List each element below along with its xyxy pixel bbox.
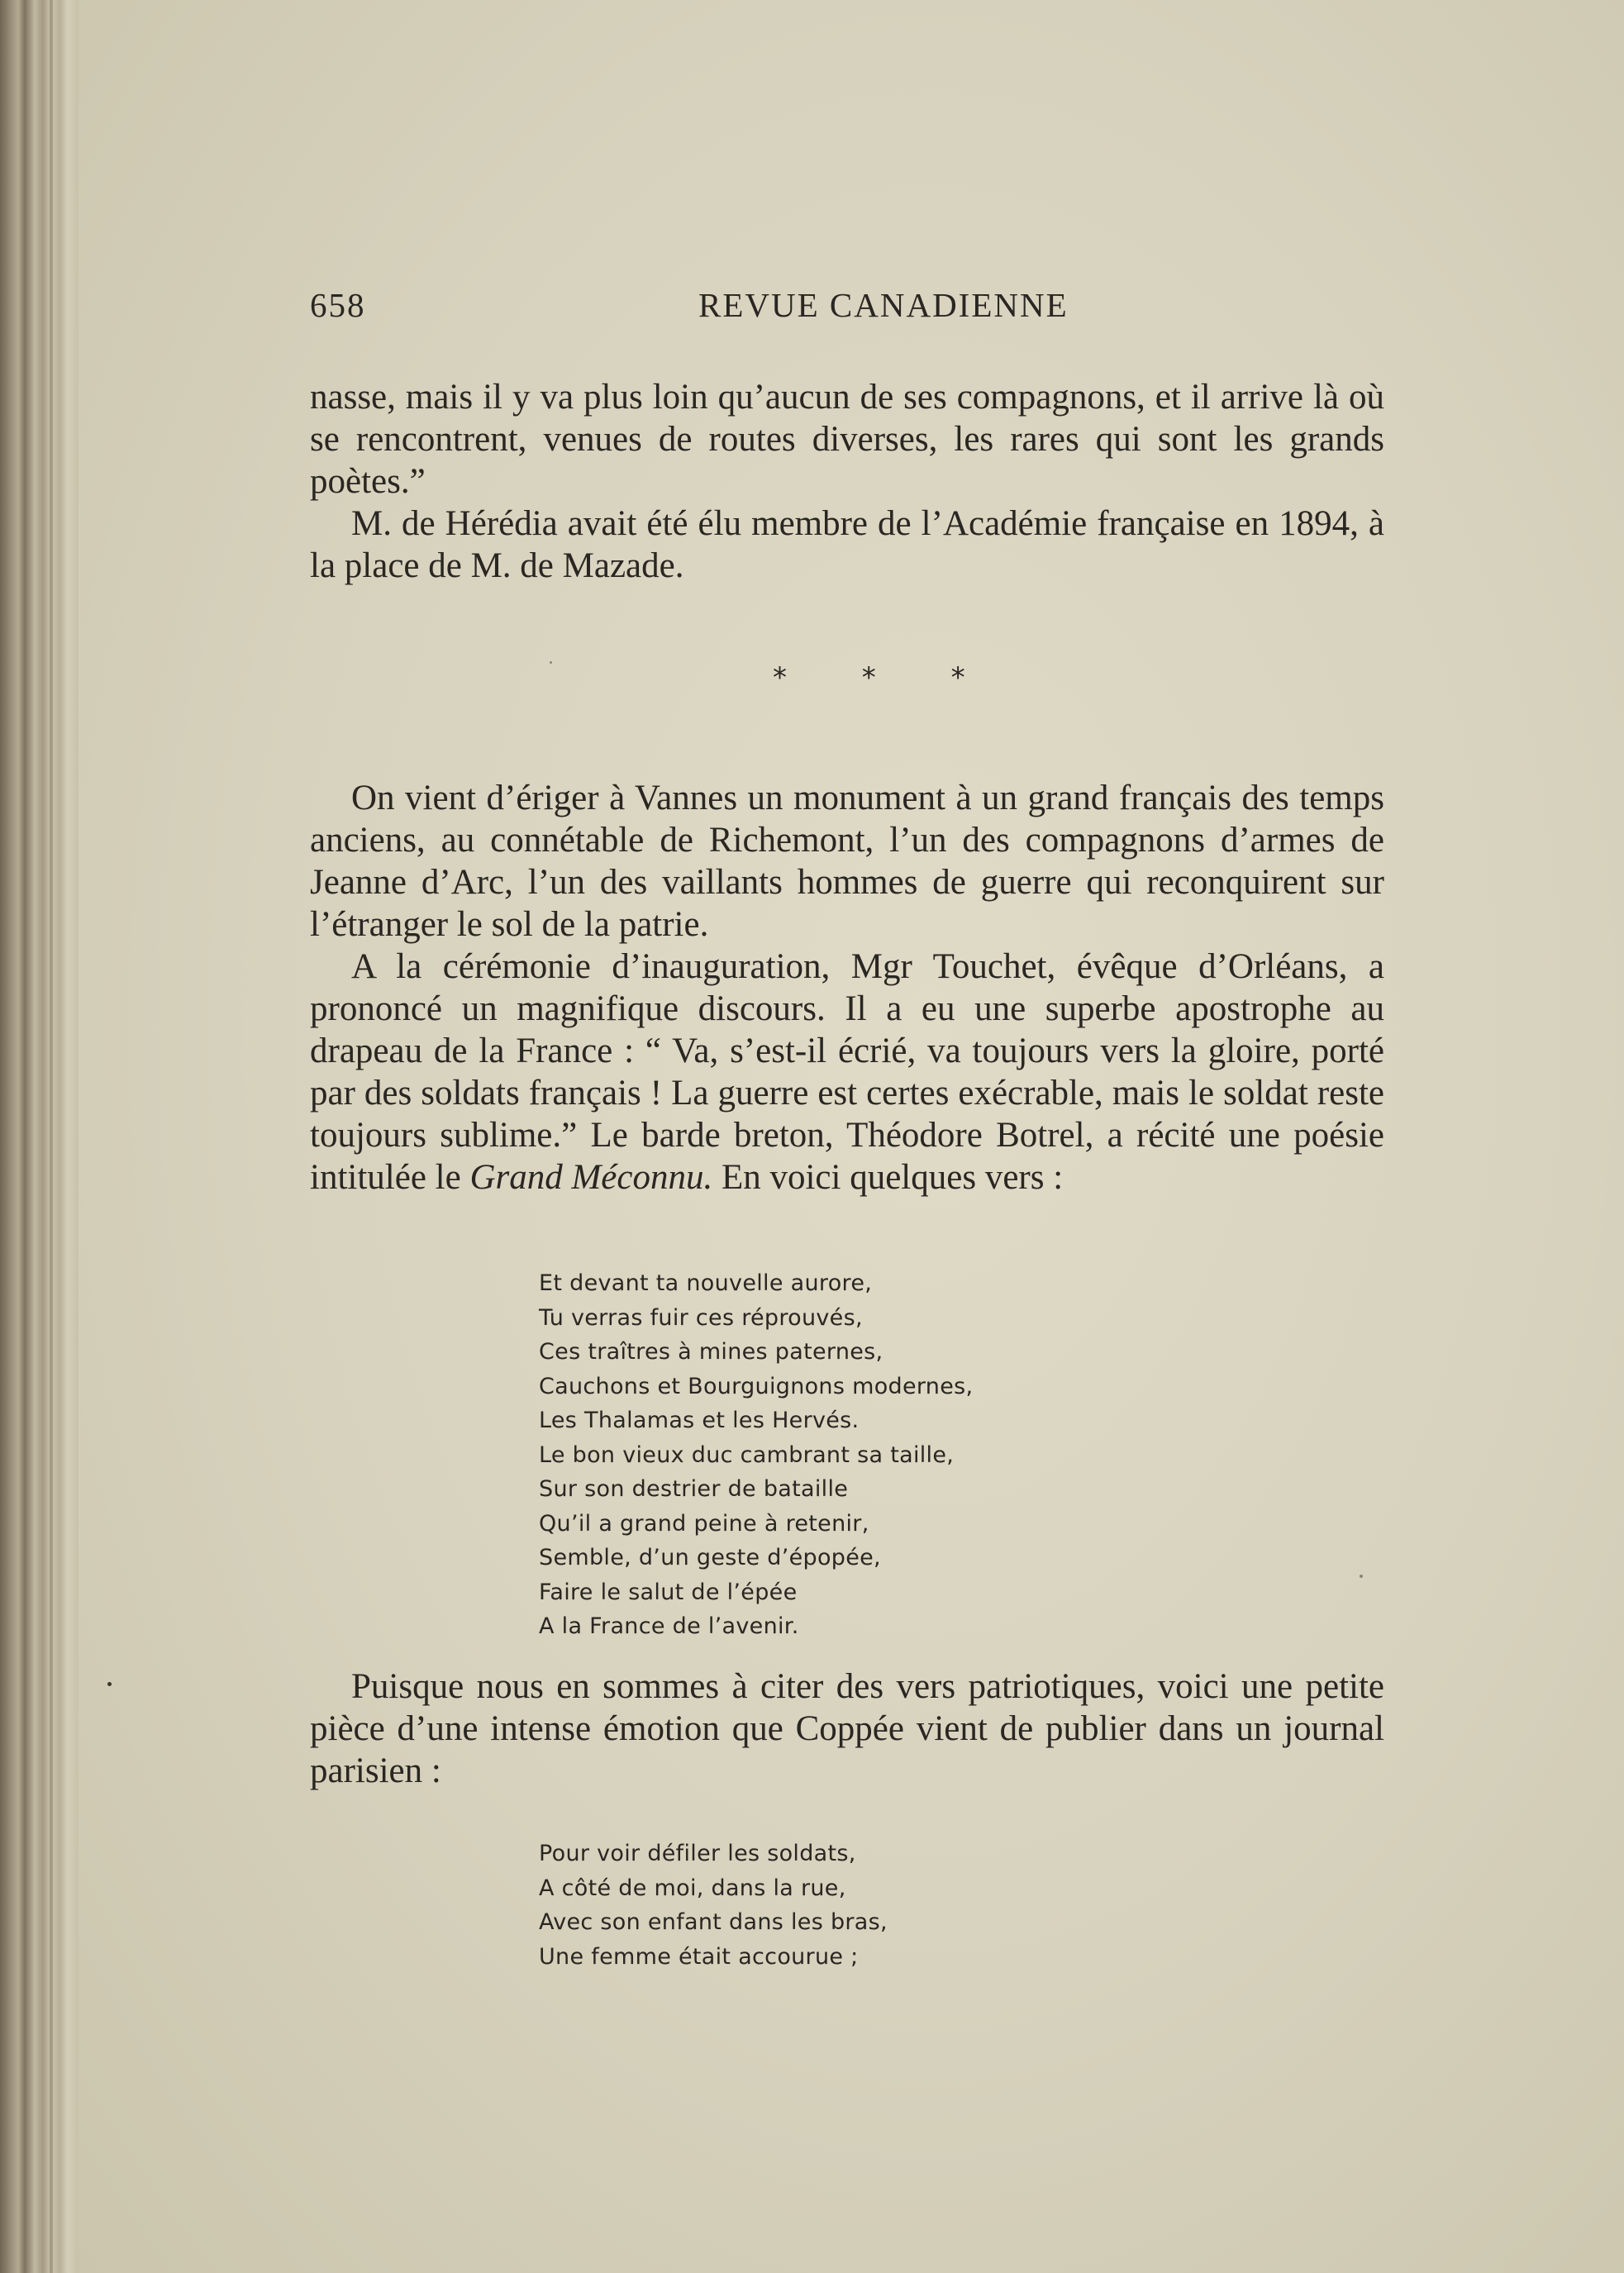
poem-line: Faire le salut de l’épée [539, 1579, 798, 1605]
poem-line: Qu’il a grand peine à retenir, [539, 1510, 869, 1537]
poem-line: Tu verras fuir ces réprouvés, [539, 1304, 863, 1331]
text-block-vannes [310, 777, 1384, 1198]
poem-line: Les Thalamas et les Hervés. [539, 1408, 860, 1433]
journal-title: REVUE CANADIENNE [698, 286, 1069, 324]
poem-line: A la France de l’avenir. [539, 1613, 799, 1639]
paragraph-inauguration-tail: En voici quelques vers : [721, 1158, 1064, 1197]
section-separator: * * * [773, 661, 998, 694]
poem-line: Sur son destrier de bataille [539, 1476, 849, 1502]
poem-line: Une femme était accourue ; [539, 1943, 859, 1970]
poem-coppee [539, 1837, 888, 1974]
poem-line: Semble, d’un geste d’épopée, [539, 1545, 881, 1570]
paragraph-vannes-monument: On vient d’ériger à Vannes un monument à un grand français des temps anciens, au connétable de Richemont, l’un des compagnons d’armes de Jeanne d’Arc, l’un des vaillants hommes de guerre qui reconquirent sur l’étranger le sol de la patrie. [310, 779, 1384, 944]
text-block-coppee [310, 1665, 1384, 1792]
paragraph-inauguration [310, 946, 1384, 1198]
paragraph-heredia: M. de Hérédia avait été élu membre de l’Académie française en 1894, à la place de M. de Mazade. [310, 504, 1384, 585]
poem-line: Et devant ta nouvelle aurore, [539, 1270, 873, 1296]
poem-grand-meconnu [539, 1266, 973, 1644]
paragraph-continuation: nasse, mais il y va plus loin qu’aucun de ses compagnons, et il arrive là où se rencontrent, venues de routes diverses, les rares qui sont les grands poètes.” [310, 378, 1384, 501]
book-page [79, 0, 1624, 2273]
running-head [310, 285, 1426, 335]
poem-line: Pour voir défiler les soldats, [539, 1841, 856, 1866]
paper-speck [550, 661, 552, 664]
poem-line: A côté de moi, dans la rue, [539, 1875, 846, 1901]
poem-line: Ces traîtres à mines paternes, [539, 1339, 883, 1365]
page-number: 658 [310, 286, 366, 324]
poem-title: Grand Méconnu. [469, 1158, 713, 1197]
poem-line: Avec son enfant dans les bras, [539, 1909, 888, 1935]
paragraph-inauguration-text: A la cérémonie d’inauguration, Mgr Touchet, évêque d’Orléans, a prononcé un magnifique discours. Il a eu une superbe apostrophe au drapeau de la France : “ Va, s’est-il écrié, va toujours vers la gloire, porté par des soldats français ! La guerre est certes exécrable, mais le soldat reste toujours sublime.” Le barde breton, Théodore Botrel, a récité une poésie intitulée le [310, 947, 1384, 1197]
book-binding-edge [0, 0, 79, 2273]
poem-line: Le bon vieux duc cambrant sa taille, [539, 1441, 955, 1468]
poem-line: Cauchons et Bourguignons modernes, [539, 1373, 974, 1399]
paper-speck [1360, 1575, 1363, 1578]
paragraph-coppee: Puisque nous en sommes à citer des vers patriotiques, voici une petite pièce d’une intense émotion que Coppée vient de publier dans un journal parisien : [310, 1667, 1384, 1790]
text-block-opening [310, 376, 1384, 587]
paper-speck [107, 1682, 112, 1686]
